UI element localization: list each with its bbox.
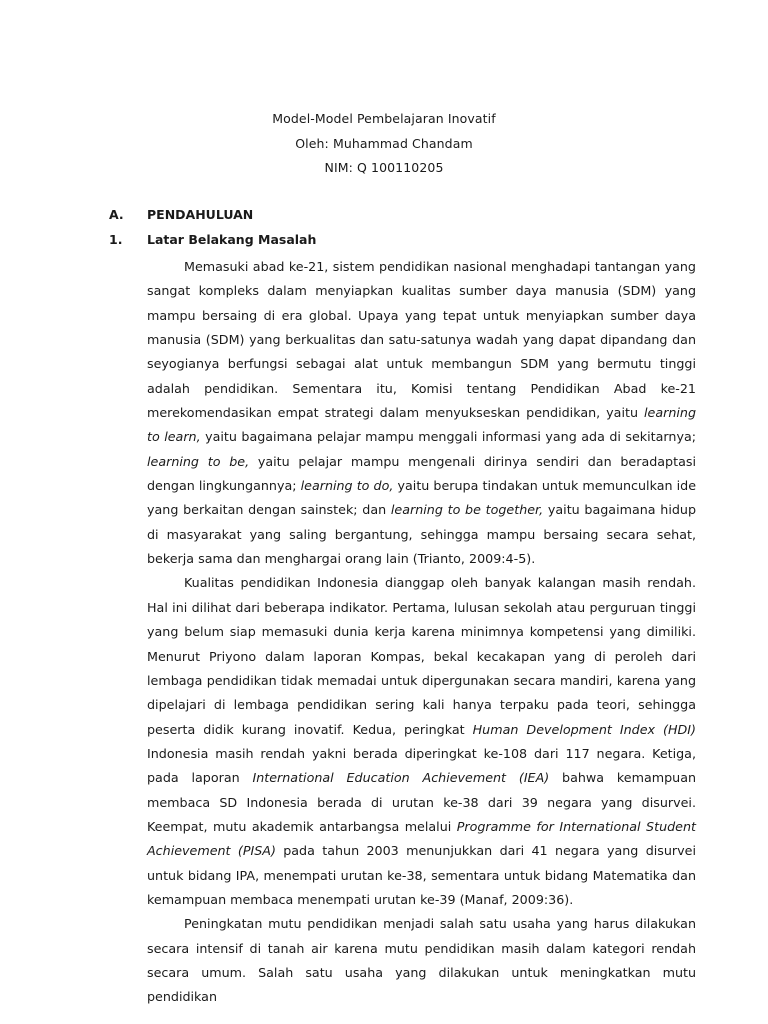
italic-term: learning to be, <box>147 453 250 469</box>
text-run: pada tahun 2003 menunjukkan dari 41 negara yang disurvei untuk bidang IPA, menempati urutan ke-38, sementara untuk bidang Matematika dan kemampuan membaca menempati urutan ke-39 (Manaf, 2009:36). <box>147 843 696 907</box>
text-run: yaitu berupa tindakan untuk memunculkan ide yang berkaitan dengan sainstek; dan <box>147 478 696 518</box>
section-number: A. <box>109 207 124 222</box>
text-run: Indonesia masih rendah yakni berada diperingkat ke-108 dari 117 negara. Ketiga, pada laporan <box>147 745 696 786</box>
subsection-title: Latar Belakang Masalah <box>147 232 317 247</box>
text-run: Peningkatan mutu pendidikan menjadi salah satu usaha yang harus dilakukan secara intensif di tanah air karena mutu pendidikan masih dalam kategori rendah secara umum. Salah satu usaha yang dilakukan untuk meningkatkan mutu pendidikan <box>147 916 696 1005</box>
paragraph-1 <box>147 255 696 571</box>
italic-term: Human Development Index (HDI) <box>472 721 696 737</box>
text-run: Kualitas pendidikan Indonesia dianggap oleh banyak kalangan masih rendah. Hal ini dilihat dari beberapa indikator. Pertama, lulusan sekolah atau perguruan tinggi yang belum siap memasuki dunia kerja karena minimnya kompetensi yang dimiliki. Menurut Priyono dalam laporan Kompas, bekal kecakapan yang di peroleh dari lembaga pendidikan tidak memadai untuk dipergunakan secara mandiri, karena yang dipelajari di lembaga pendidikan sering kali hanya terpaku pada teori, sehingga peserta didik kurang inovatif. Kedua, peringkat <box>147 575 696 737</box>
body-text <box>147 255 696 1010</box>
text-run: yaitu bagaimana hidup di masyarakat yang saling bergantung, sehingga mampu bersaing secara sehat, bekerja sama dan menghargai orang lain (Trianto, 2009:4-5). <box>147 502 696 567</box>
document-nim: NIM: Q 100110205 <box>324 160 444 176</box>
text-run: yaitu bagaimana pelajar mampu menggali informasi yang ada di sekitarnya; <box>200 429 697 445</box>
text-run: bahwa kemampuan membaca SD Indonesia berada di urutan ke-38 dari 39 negara yang disurvei. Keempat, mutu akademik antarbangsa melalui <box>147 770 697 834</box>
italic-term: Programme for International Student Achievement (PISA) <box>147 818 696 859</box>
document-title: Model-Model Pembelajaran Inovatif <box>272 111 496 126</box>
italic-term: learning to do, <box>300 478 394 494</box>
text-run: Memasuki abad ke-21, sistem pendidikan nasional menghadapi tantangan yang sangat kompleks dalam menyiapkan kualitas sumber daya manusia (SDM) yang mampu bersaing di era global. Upaya yang tepat untuk menyiapkan sumber daya manusia (SDM) yang berkualitas dan satu-satunya wadah yang dapat dipandang dan seyogianya berfungsi sebagai alat untuk membangun SDM yang bermutu tinggi adalah pendidikan. Sementara itu, Komisi tentang Pendidikan Abad ke-21 merekomendasikan empat strategi dalam menyukseskan pendidikan, yaitu <box>147 259 696 421</box>
document-author: Oleh: Muhammad Chandam <box>295 135 473 151</box>
paragraph-2 <box>147 571 696 912</box>
paragraph-3 <box>147 912 696 1009</box>
section-title: PENDAHULUAN <box>147 207 254 222</box>
italic-term: learning to be together, <box>390 502 544 518</box>
text-run: yaitu pelajar mampu mengenali dirinya sendiri dan beradaptasi dengan lingkungannya; <box>147 453 696 494</box>
italic-term: learning to learn, <box>147 405 696 445</box>
title-block <box>0 107 768 181</box>
italic-term: International Education Achievement (IEA) <box>252 770 550 786</box>
subsection-number: 1. <box>109 232 123 247</box>
